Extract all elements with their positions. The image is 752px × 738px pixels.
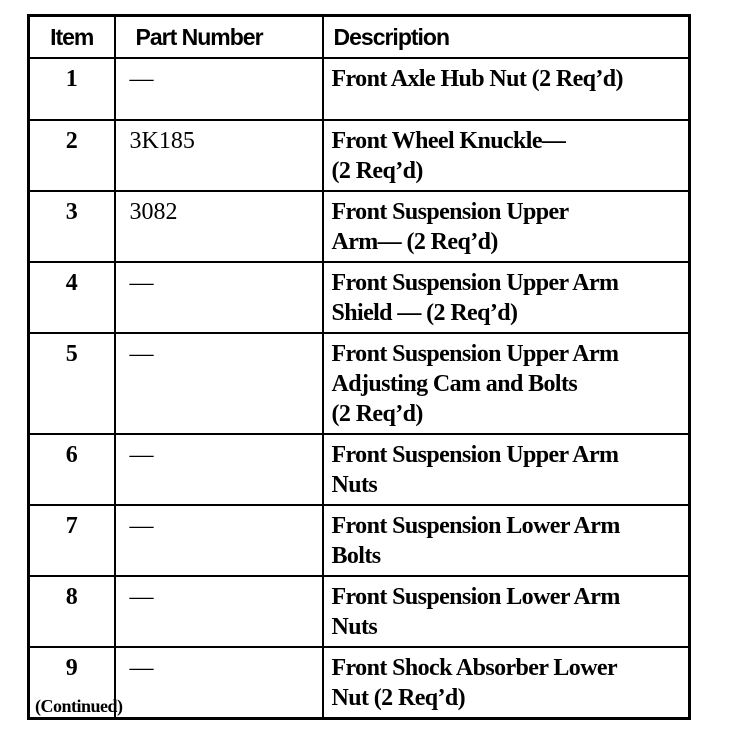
part-number-cell: 3082 bbox=[115, 191, 323, 262]
description-cell bbox=[323, 333, 690, 434]
description-line: Shield — (2 Req’d) bbox=[331, 300, 518, 326]
description-line: Arm— (2 Req’d) bbox=[331, 229, 498, 255]
part-number-cell: — bbox=[115, 58, 323, 120]
description-line: Front Suspension Lower Arm bbox=[331, 584, 620, 610]
description-cell bbox=[323, 191, 690, 262]
table-row bbox=[29, 120, 690, 191]
item-cell: 3 bbox=[29, 191, 115, 262]
table-body bbox=[29, 58, 690, 719]
table-row bbox=[29, 647, 690, 719]
header-item: Item bbox=[29, 16, 115, 59]
table-header-row bbox=[29, 16, 690, 59]
description-line: Front Suspension Lower Arm bbox=[331, 513, 620, 539]
table-row bbox=[29, 333, 690, 434]
item-cell: 8 bbox=[29, 576, 115, 647]
description-cell bbox=[323, 434, 690, 505]
description-line: Front Suspension Upper Arm bbox=[331, 341, 619, 367]
header-part-number: Part Number bbox=[115, 16, 323, 59]
item-cell: 4 bbox=[29, 262, 115, 333]
description-cell bbox=[323, 58, 690, 120]
parts-table bbox=[27, 14, 691, 720]
part-number-cell: — bbox=[115, 576, 323, 647]
table-row bbox=[29, 191, 690, 262]
part-number-cell: — bbox=[115, 505, 323, 576]
description-cell bbox=[323, 262, 690, 333]
table-row bbox=[29, 58, 690, 120]
item-cell: 6 bbox=[29, 434, 115, 505]
description-cell bbox=[323, 647, 690, 719]
description-line: Nuts bbox=[331, 472, 378, 498]
description-line: Nut (2 Req’d) bbox=[331, 685, 466, 711]
description-cell bbox=[323, 505, 690, 576]
item-cell: 7 bbox=[29, 505, 115, 576]
part-number-cell: 3K185 bbox=[115, 120, 323, 191]
description-line: (2 Req’d) bbox=[331, 158, 423, 184]
item-cell: 2 bbox=[29, 120, 115, 191]
description-line: Front Axle Hub Nut (2 Req’d) bbox=[331, 66, 623, 92]
description-line: Nuts bbox=[331, 614, 378, 640]
description-cell bbox=[323, 120, 690, 191]
item-cell: 1 bbox=[29, 58, 115, 120]
table-row bbox=[29, 576, 690, 647]
header-description: Description bbox=[323, 16, 690, 59]
description-line: Front Wheel Knuckle— bbox=[331, 128, 566, 154]
table-row bbox=[29, 505, 690, 576]
part-number-cell: — bbox=[115, 262, 323, 333]
description-line: Front Shock Absorber Lower bbox=[331, 655, 618, 681]
description-line: Adjusting Cam and Bolts bbox=[331, 371, 578, 397]
description-cell bbox=[323, 576, 690, 647]
item-cell: 9 bbox=[29, 647, 115, 719]
table-row bbox=[29, 262, 690, 333]
continued-note: (Continued) bbox=[35, 696, 123, 716]
item-cell: 5 bbox=[29, 333, 115, 434]
part-number-cell: — bbox=[115, 434, 323, 505]
description-line: Front Suspension Upper Arm bbox=[331, 270, 619, 296]
part-number-cell: — bbox=[115, 647, 323, 719]
description-line: Bolts bbox=[331, 543, 381, 569]
part-number-cell: — bbox=[115, 333, 323, 434]
description-line: (2 Req’d) bbox=[331, 401, 423, 427]
description-line: Front Suspension Upper Arm bbox=[331, 442, 619, 468]
table-row bbox=[29, 434, 690, 505]
description-line: Front Suspension Upper bbox=[331, 199, 569, 225]
